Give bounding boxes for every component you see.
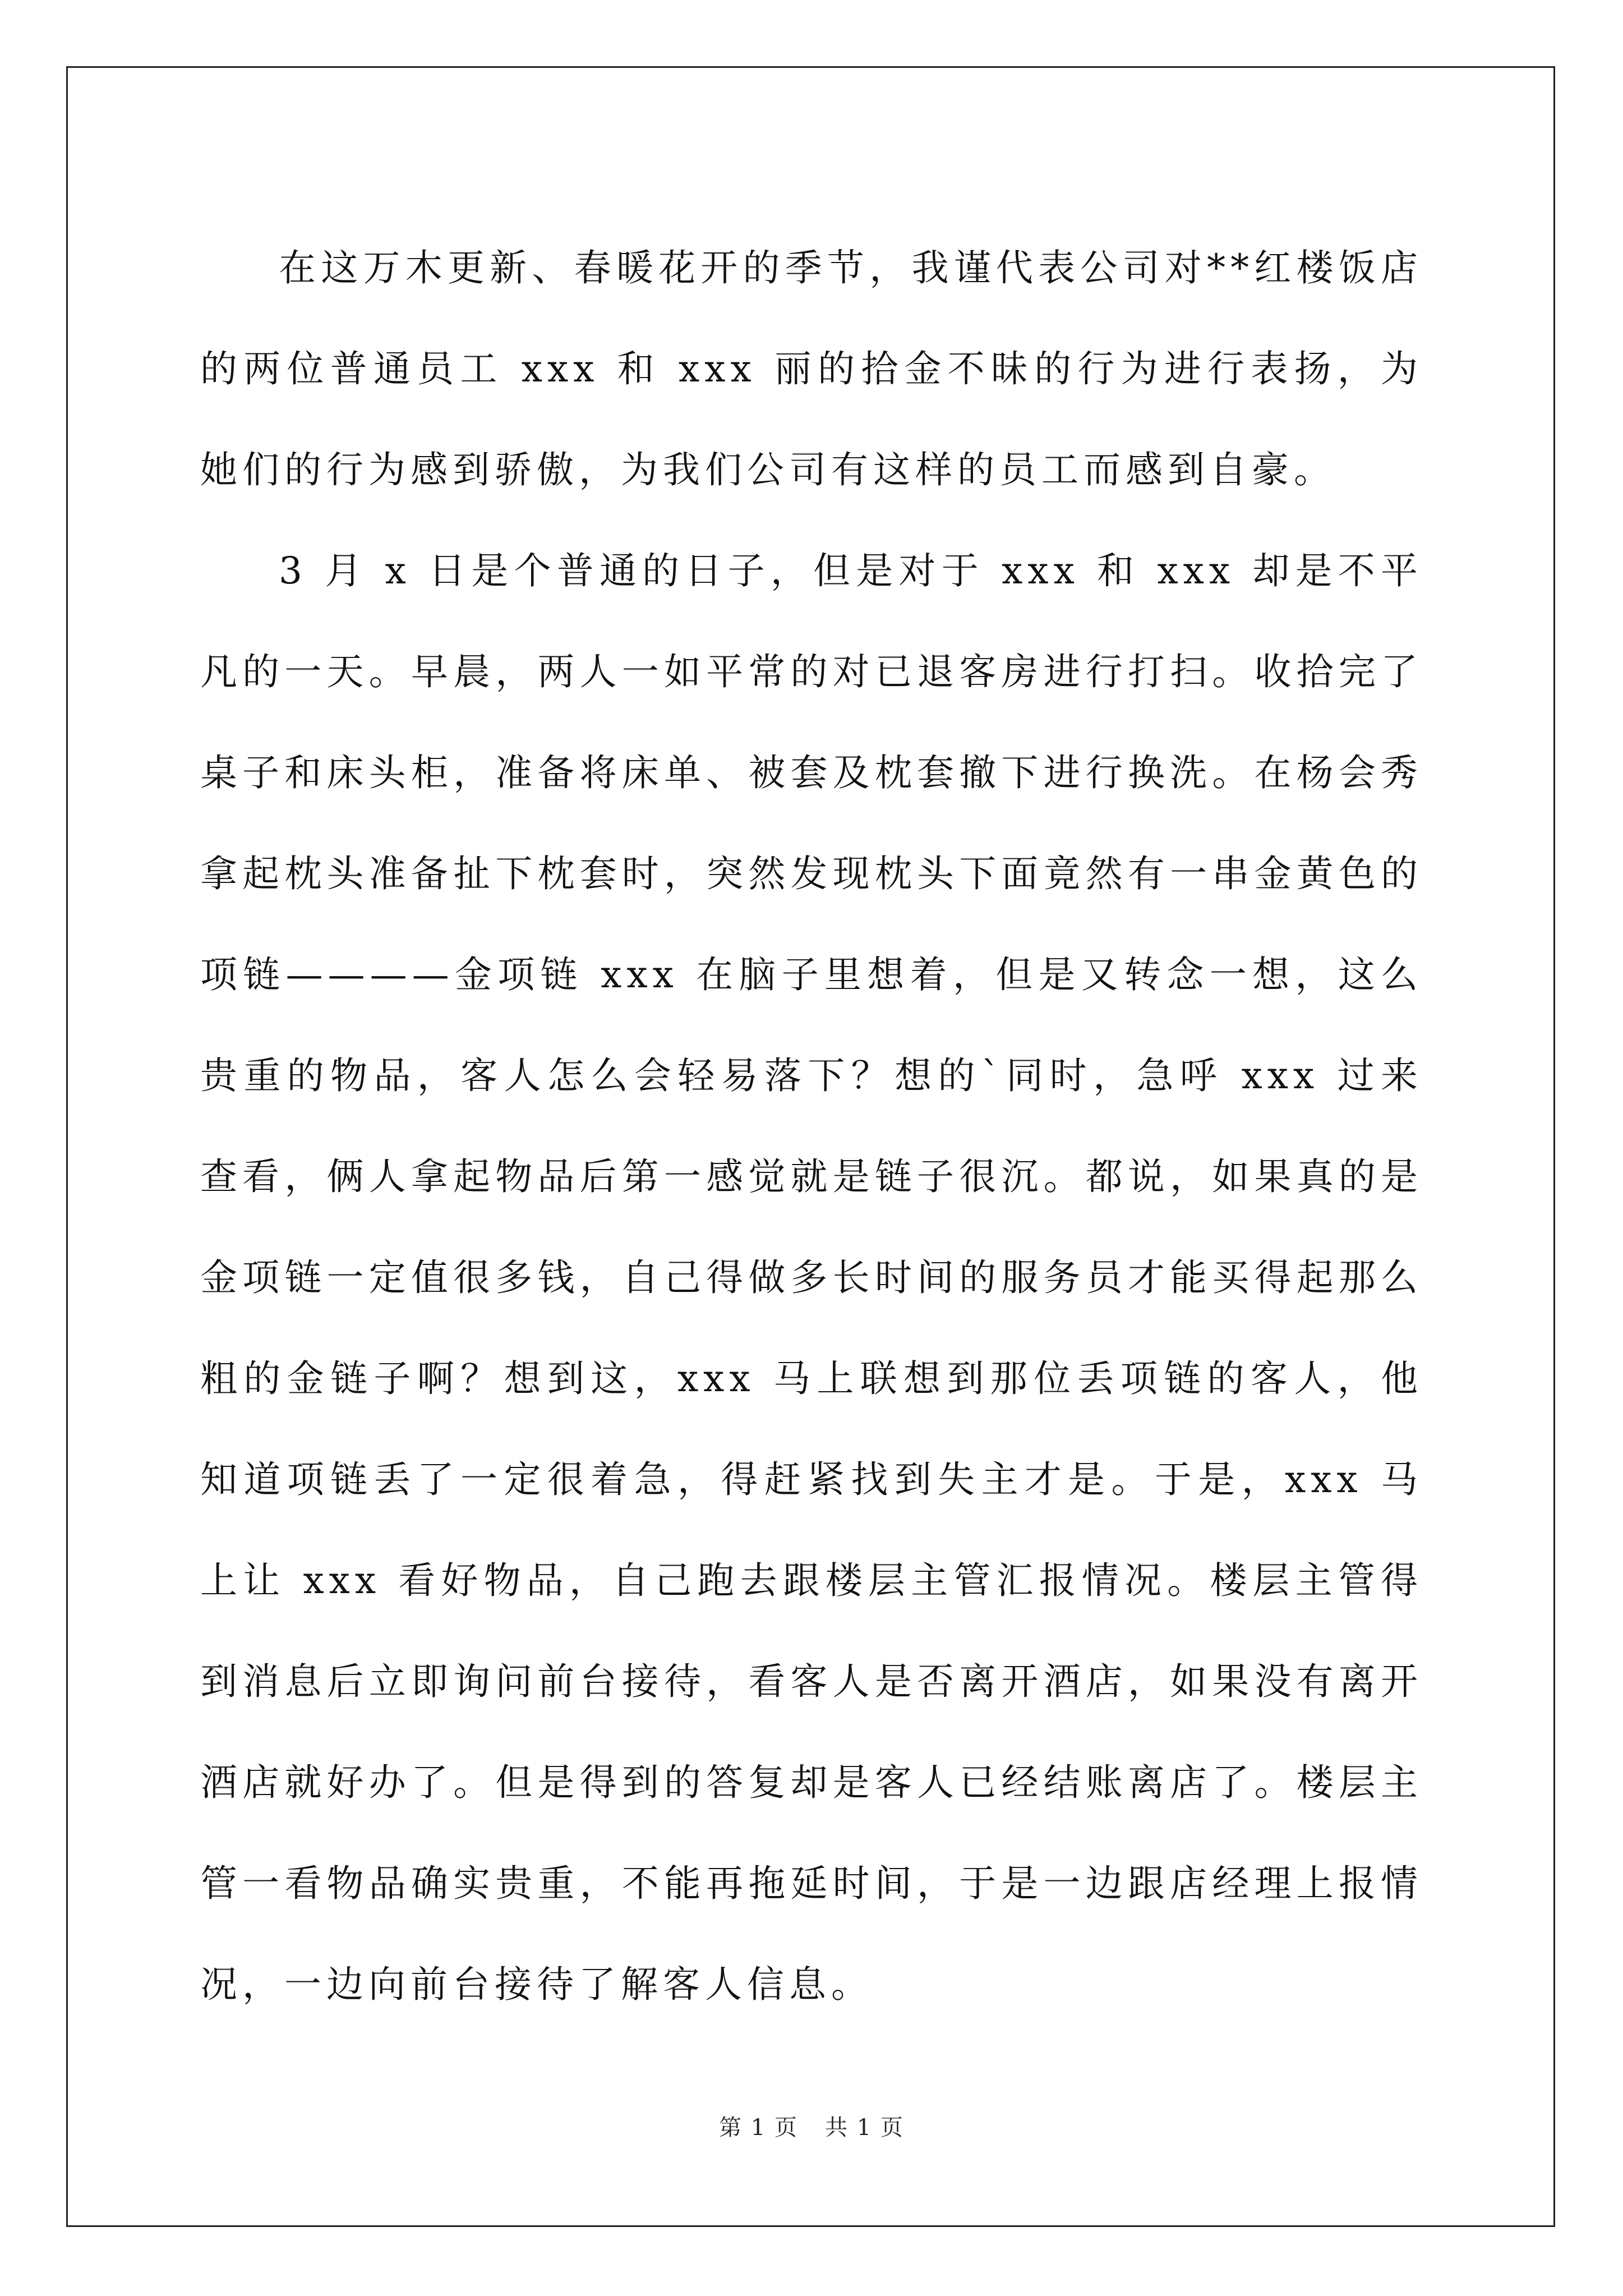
paragraph-commendation: 在这万木更新、春暖花开的季节，我谨代表公司对**红楼饭店的两位普通员工 xxx 和 xxx 丽的拾金不昧的行为进行表扬，为她们的行为感到骄傲，为我们公司有这样的员工而感到自豪。 <box>200 246 1423 491</box>
paragraph-incident: 3 月 x 日是个普通的日子，但是对于 xxx 和 xxx 却是不平凡的一天。早晨，两人一如平常的对已退客房进行打扫。收拾完了桌子和床头柜，准备将床单、被套及枕套撤下进行换洗。在杨会秀拿起枕头准备扯下枕套时，突然发现枕头下面竟然有一串金黄色的项链————金项链 xxx 在脑子里想着，但是又转念一想，这么贵重的物品，客人怎么会轻易落下？想的`同时，急呼 xxx 过来查看，俩人拿起物品后第一感觉就是链子很沉。都说，如果真的是金项链一定值很多钱，自己得做多长时间的服务员才能买得起那么粗的金链子啊？想到这，xxx 马上联想到那位丢项链的客人，他知道项链丢了一定很着急，得赶紧找到失主才是。于是，xxx 马上让 xxx 看好物品，自己跑去跟楼层主管汇报情况。楼层主管得到消息后立即询问前台接待，看客人是否离开酒店，如果没有离开酒店就好办了。但是得到的答复却是客人已经结账离店了。楼层主管一看物品确实贵重，不能再拖延时间，于是一边跟店经理上报情况，一边向前台接待了解客人信息。 <box>200 549 1423 2006</box>
page-footer <box>0 2114 1623 2142</box>
page-number: 第 1 页 <box>719 2115 798 2141</box>
document-body <box>200 218 1423 2035</box>
page-total: 共 1 页 <box>825 2115 904 2141</box>
